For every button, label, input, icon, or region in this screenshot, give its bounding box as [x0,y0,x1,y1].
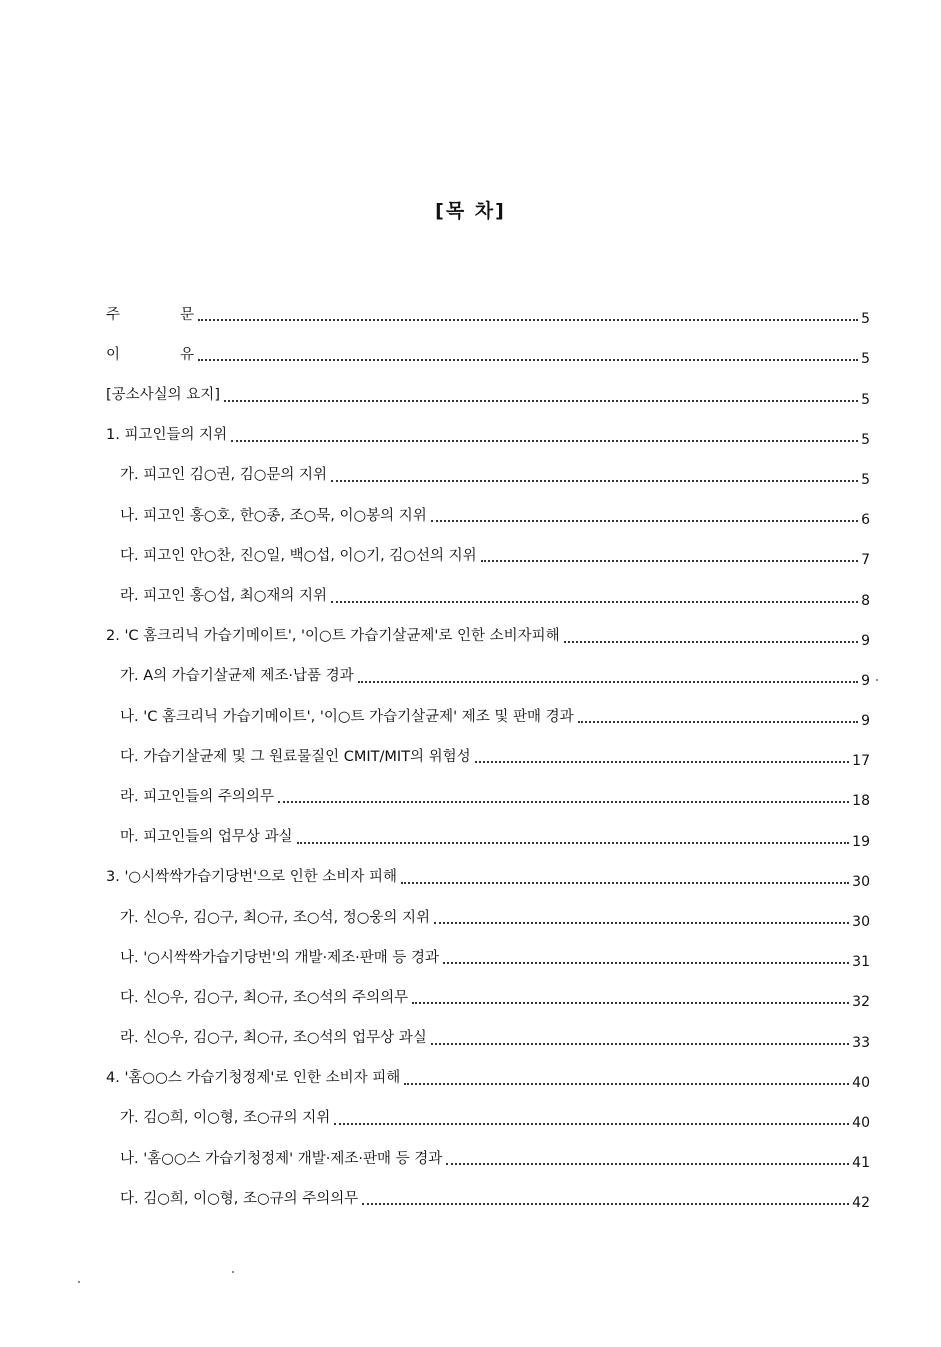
toc-leader-dots [331,601,858,603]
toc-entry-label: 4. '홈○○스 가습기청정제'로 인한 소비자 피해 [106,1070,401,1087]
toc-entry [106,1131,870,1171]
toc-entry-page: 5 [861,391,870,408]
toc-entry [106,809,870,849]
toc-entry [106,970,870,1010]
toc-entry-page: 30 [852,873,870,890]
toc-entry-page: 31 [852,954,870,971]
toc-entry [106,1091,870,1131]
toc-leader-dots [224,400,858,402]
toc-leader-dots [431,1043,849,1045]
scan-speck [876,679,878,681]
toc-entry-page: 30 [852,914,870,930]
toc-leader-dots [198,359,858,361]
toc-leader-dots [564,641,858,643]
toc-leader-dots [443,962,849,964]
toc-entry-page: 5 [861,351,870,368]
toc-entry-page: 40 [852,1074,870,1091]
toc-entry-label: 라. 신○우, 김○구, 최○규, 조○석의 업무상 과실 [120,1030,427,1047]
toc-entry [106,769,870,809]
toc-entry-page: 17 [852,753,870,770]
toc-entry [106,488,870,528]
toc-entry [106,930,870,970]
toc-entry [106,528,870,568]
toc-entry [106,850,870,890]
toc-leader-dots [278,801,849,803]
toc-entry [106,1010,870,1050]
toc-leader-dots [434,922,849,924]
toc-entry [106,609,870,649]
toc-entry [106,408,870,448]
toc-entry-label: 가. 신○우, 김○구, 최○규, 조○석, 정○웅의 지위 [120,909,431,926]
toc-entry-label: 이 유 [106,346,194,363]
toc-entry [106,287,870,327]
toc-entry-page: 6 [861,512,870,529]
toc-leader-dots [401,882,849,884]
scan-speck [78,1281,80,1283]
toc-leader-dots [331,480,858,482]
toc-entry [106,689,870,729]
toc-leader-dots [358,681,858,683]
toc-leader-dots [446,1163,849,1165]
toc-entry [106,327,870,367]
toc-entry [106,367,870,407]
toc-entry-label: 1. 피고인들의 지위 [106,427,228,444]
toc-entry-page: 40 [852,1114,870,1131]
toc-leader-dots [362,1203,849,1205]
scan-speck [232,1271,234,1273]
toc-entry-label: 2. 'C 홈크리닉 가습기메이트', '이○트 가습기살균제'로 인한 소비자피해 [106,628,560,645]
toc-entry-label: 가. 피고인 김○권, 김○문의 지위 [120,467,328,484]
table-of-contents [106,287,870,1211]
toc-entry-page: 18 [852,793,870,810]
toc-entry [106,568,870,608]
page-title: [목 차] [435,200,506,222]
toc-leader-dots [404,1083,849,1085]
toc-entry-page: 32 [852,994,870,1011]
toc-entry-label: 가. 김○희, 이○형, 조○규의 지위 [120,1110,331,1127]
toc-entry-page: 9 [861,632,870,649]
toc-entry-label: 3. '○시싹싹가습기당번'으로 인한 소비자 피해 [106,869,398,886]
toc-entry-label: 다. 가습기살균제 및 그 원료물질인 CMIT/MIT의 위험성 [120,748,471,765]
toc-entry [106,1051,870,1091]
toc-entry-label: 라. 피고인 홍○섭, 최○재의 지위 [120,588,328,604]
toc-entry [106,1171,870,1211]
toc-entry [106,649,870,689]
toc-entry [106,448,870,488]
toc-entry [106,729,870,769]
toc-leader-dots [481,560,858,562]
toc-entry-label: 다. 신○우, 김○구, 최○규, 조○석의 주의의무 [120,989,409,1006]
toc-entry-page: 5 [861,311,870,328]
toc-leader-dots [412,1002,849,1004]
toc-entry-page: 9 [861,672,870,689]
toc-leader-dots [475,761,849,763]
toc-entry-page: 5 [861,431,870,448]
toc-entry-page: 41 [852,1155,870,1172]
toc-leader-dots [231,440,858,442]
toc-entry-label: 나. 피고인 홍○호, 한○종, 조○묵, 이○봉의 지위 [120,507,427,524]
toc-entry-page: 5 [861,471,870,488]
toc-entry-page: 19 [852,833,870,850]
toc-entry-label: 나. '홈○○스 가습기청정제' 개발·제조·판매 등 경과 [120,1150,443,1167]
toc-entry-label: 나. 'C 홈크리닉 가습기메이트', '이○트 가습기살균제' 제조 및 판매 경과 [120,708,574,725]
toc-entry-page: 7 [861,552,870,569]
toc-leader-dots [431,520,858,522]
toc-entry-label: 다. 피고인 안○찬, 진○일, 백○섭, 이○기, 김○선의 지위 [120,547,477,564]
toc-entry-label: 나. '○시싹싹가습기당번'의 개발·제조·판매 등 경과 [120,949,440,966]
toc-entry-label: 가. A의 가습기살균제 제조·납품 경과 [120,668,354,685]
toc-entry-label: 다. 김○희, 이○형, 조○규의 주의의무 [120,1190,359,1207]
toc-leader-dots [578,721,858,723]
toc-leader-dots [334,1123,849,1125]
toc-entry-label: 마. 피고인들의 업무상 과실 [120,829,293,846]
toc-entry-page: 8 [861,592,870,609]
toc-leader-dots [198,319,858,321]
toc-entry-page: 9 [861,713,870,730]
toc-entry-label: 주 문 [106,306,194,323]
toc-entry-label: 라. 피고인들의 주의의무 [120,788,274,805]
toc-entry-page: 42 [852,1195,870,1212]
toc-entry [106,890,870,930]
toc-entry-label: [공소사실의 요지] [106,387,220,404]
toc-entry-page: 33 [852,1034,870,1051]
toc-leader-dots [297,842,850,844]
